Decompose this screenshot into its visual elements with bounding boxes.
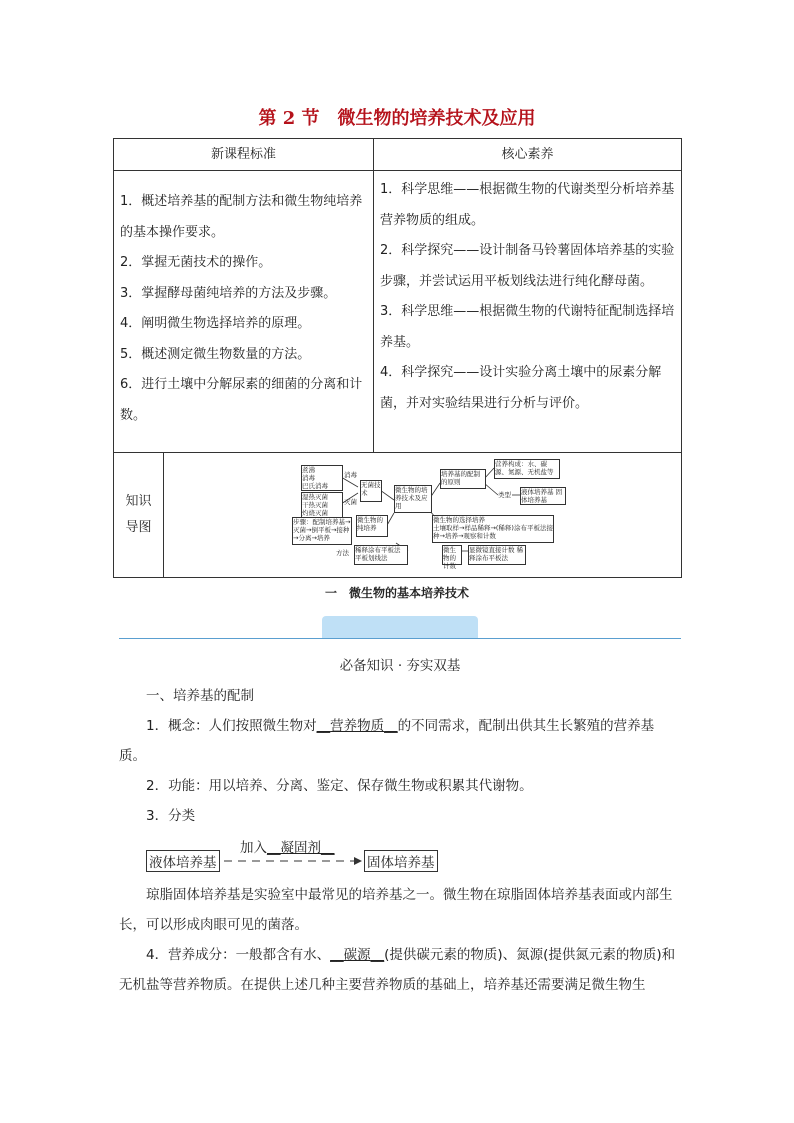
mindmap-types-label: 类型	[498, 491, 511, 499]
solid-medium-box: 固体培养基	[364, 850, 438, 872]
mindmap-disinfect-box: 煮沸 消毒 巴氏消毒	[301, 465, 343, 491]
paragraph-function: 2．功能：用以培养、分离、鉴定、保存微生物或积累其代谢物。	[146, 778, 533, 794]
subheader: 必备知识 · 夯实双基	[339, 658, 461, 674]
literacy-item: 4．科学探究——设计实验分离土壤中的尿素分解菌，并对实验结果进行分析与评价。	[380, 365, 662, 411]
literacy-item: 3．科学思维——根据微生物的代谢特征配制选择培养基。	[380, 304, 675, 350]
standard-item: 5．概述测定微生物数量的方法。	[120, 346, 311, 362]
paragraph-nutrients: 4．营养成分：一般都含有水、__碳源__(提供碳元素的物质)、氮源(提供氮元素的物质)和无机盐等营养物质。在提供上述几种主要营养物质的基础上，培养基还需要满足微生物生	[119, 947, 676, 993]
mindmap-method-label: 方法	[336, 549, 349, 557]
classification-flow	[146, 838, 446, 874]
standard-item: 4．阐明微生物选择培养的原理。	[120, 316, 311, 331]
literacy-item: 1．科学思维——根据微生物的代谢类型分析培养基营养物质的组成。	[380, 182, 675, 228]
mindmap-aseptic-box: 无菌技术	[360, 480, 382, 502]
heading-medium: 一、培养基的配制	[146, 688, 254, 704]
paragraph-concept: 1．概念：人们按照微生物对__营养物质__的不同需求，配制出供其生长繁殖的营养基质。	[119, 718, 655, 764]
dashed-arrow-icon	[224, 855, 364, 867]
section-rule	[119, 638, 681, 639]
mindmap-center-box: 微生物的培养技术及应用	[394, 485, 432, 513]
mindmap-methods-box: 稀释涂布平板法 平板划线法	[354, 545, 408, 565]
knowledge-map-label: 知识 导图	[114, 453, 164, 578]
mindmap-sterilize-box: 湿热灭菌 干热灭菌 灼烧灭菌	[301, 492, 343, 518]
standard-item: 3．掌握酵母菌纯培养的方法及步骤。	[120, 285, 337, 301]
standard-item: 1．概述培养基的配制方法和微生物纯培养的基本操作要求。	[120, 194, 363, 240]
page-title: 第 2 节 微生物的培养技术及应用	[258, 108, 536, 129]
mindmap-count-detail-box: 显微镜直接计数 稀释涂布平板法	[468, 545, 526, 565]
mindmap-disinfect-label: 消毒	[344, 471, 357, 479]
mindmap-select-box: 微生物的选择培养 土壤取样→样品稀释→(稀释)涂布平板法接种→培养→观察和计数	[432, 515, 554, 543]
knowledge-map	[164, 453, 682, 578]
standards-table	[113, 138, 682, 578]
paragraph-agar: 琼脂固体培养基是实验室中最常见的培养基之一。微生物在琼脂固体培养基表面或内部生长，可以形成肉眼可见的菌落。	[119, 887, 673, 933]
mindmap-sterilize-label: 灭菌	[344, 498, 357, 506]
mindmap-pure-box: 微生物的纯培养	[356, 515, 388, 537]
mindmap-medium-box: 培养基的配制的原则	[440, 469, 486, 489]
body-text-2	[119, 880, 681, 1000]
literacy-header: 核心素养	[374, 139, 682, 171]
mindmap-count-box: 微生物的计数	[442, 545, 462, 565]
standard-item: 6．进行土壤中分解尿素的细菌的分离和计数。	[120, 377, 363, 423]
fill-blank: __碳源__	[330, 947, 385, 963]
fill-blank: __营养物质__	[316, 718, 398, 734]
flow-arrow-label: 加入__凝固剂__	[240, 840, 335, 856]
mindmap-connectors	[164, 453, 682, 577]
mindmap-steps-box: 步骤：配制培养基→灭菌→倒平板→接种→分离→培养	[292, 517, 352, 545]
literacy-item: 2．科学探究——设计制备马铃薯固体培养基的实验步骤，并尝试运用平板划线法进行纯化酵母菌。	[380, 243, 675, 289]
liquid-medium-box: 液体培养基	[146, 850, 220, 872]
standard-item: 2．掌握无菌技术的操作。	[120, 255, 272, 270]
section-banner	[322, 616, 478, 638]
standards-header: 新课程标准	[114, 139, 374, 171]
literacy-list	[374, 171, 682, 453]
paragraph-classify: 3．分类	[146, 808, 196, 824]
mindmap-nutrients-box: 营养构成：水、碳源、氮源、无机盐等	[494, 459, 560, 479]
mindmap-types-box: 液体培养基 固体培养基	[520, 487, 566, 505]
section-title: 一 微生物的基本培养技术	[324, 586, 469, 600]
standards-list	[114, 171, 374, 453]
body-text	[119, 651, 681, 831]
